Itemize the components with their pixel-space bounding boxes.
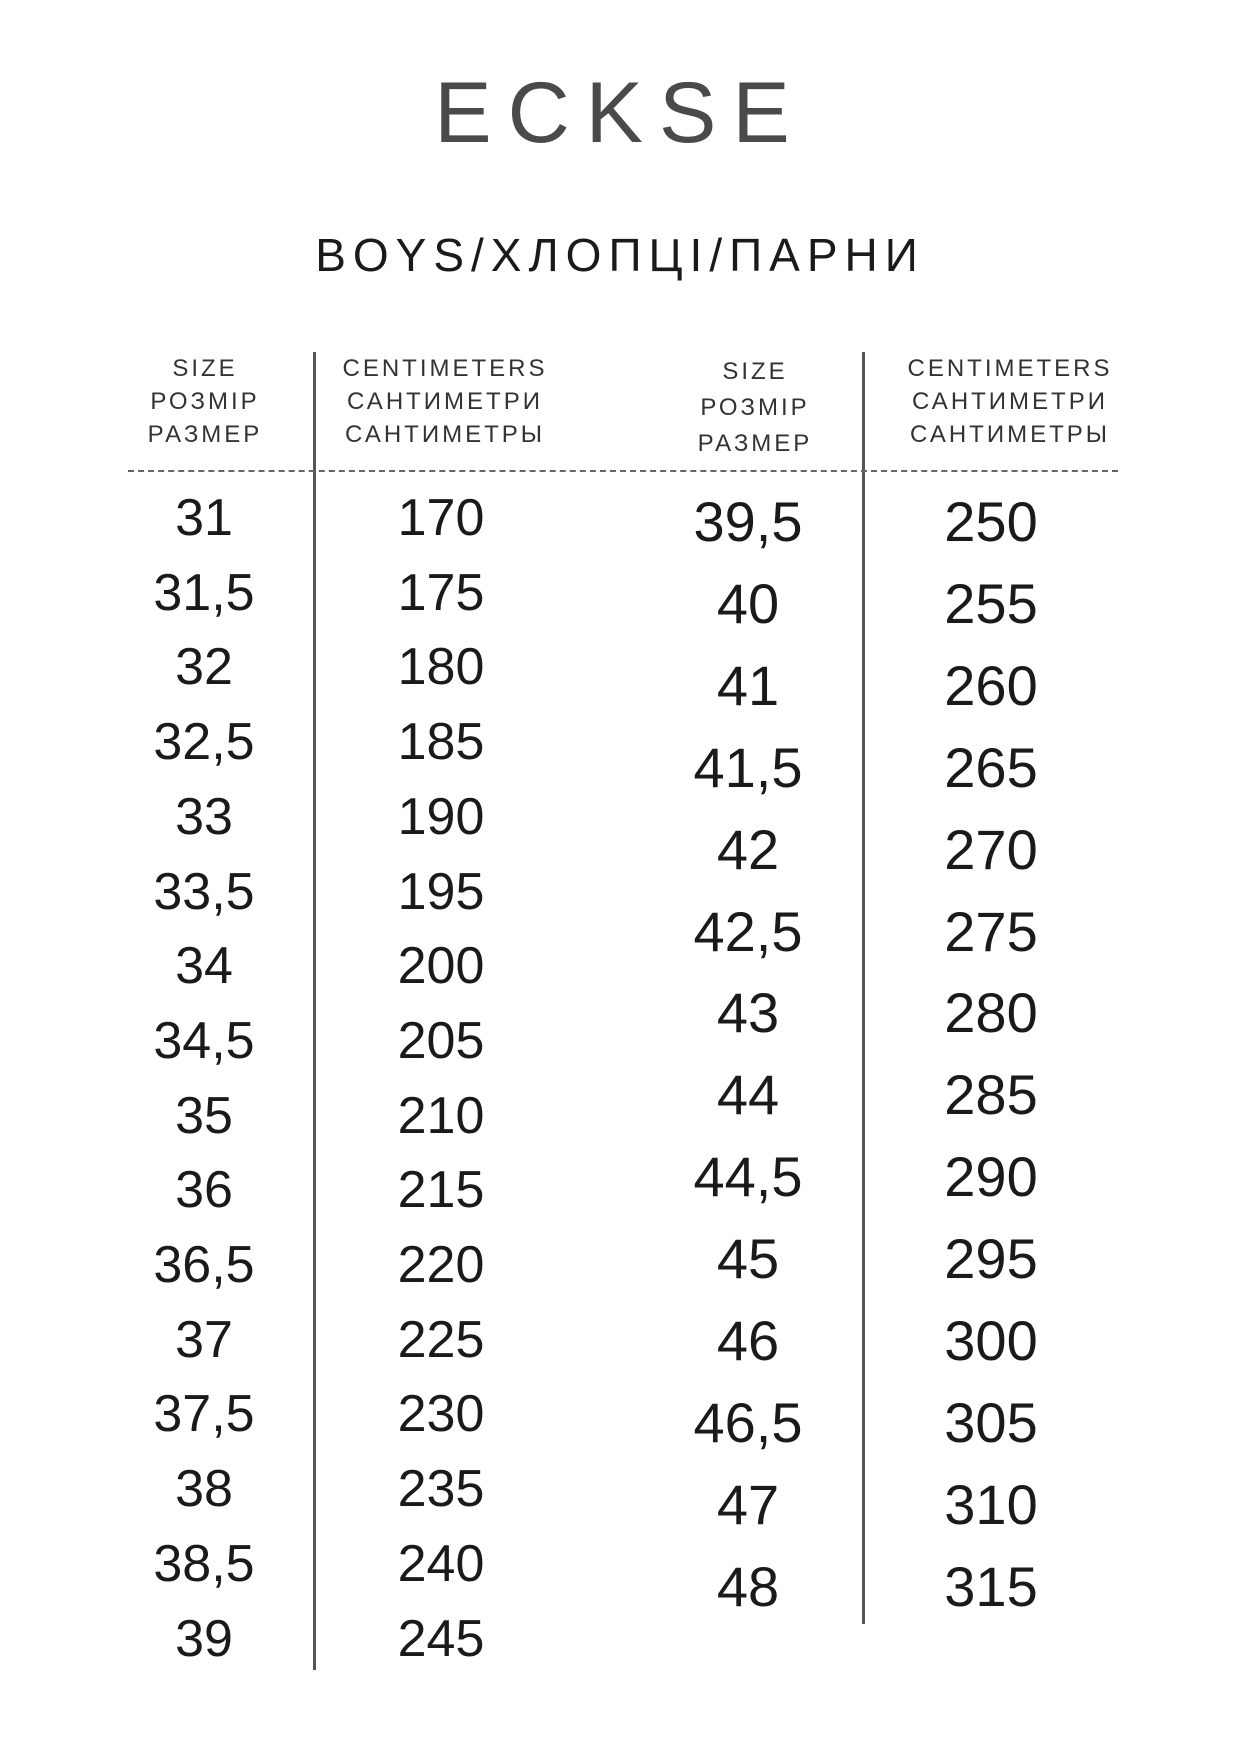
- cm-cell: 205: [397, 1011, 485, 1070]
- cm-cell: 225: [397, 1310, 485, 1369]
- size-cell: 47: [716, 1472, 780, 1536]
- cm-cell: 290: [944, 1145, 1038, 1209]
- size-cell: 38,5: [153, 1534, 255, 1593]
- cm-cell: 260: [944, 653, 1038, 717]
- cm-cell: 275: [944, 899, 1038, 963]
- cm-cell: 195: [397, 862, 485, 921]
- cm-cell: 230: [397, 1385, 485, 1444]
- right-size-header: [650, 354, 860, 462]
- cm-cell: 175: [397, 563, 485, 622]
- cm-cell: 270: [944, 817, 1038, 881]
- size-cell: 31: [175, 489, 233, 547]
- cm-cell: 190: [397, 787, 485, 846]
- cm-cell: 300: [944, 1309, 1038, 1372]
- size-cell: 39,5: [693, 490, 803, 553]
- size-cell: 45: [716, 1227, 780, 1291]
- cm-cell: 215: [397, 1161, 485, 1220]
- cm-cell: 185: [397, 713, 485, 772]
- page-title: BOYS/ХЛОПЦІ/ПАРНИ: [315, 229, 925, 281]
- size-cell: 31,5: [153, 563, 255, 622]
- cm-cell: 265: [944, 735, 1038, 799]
- cm-cell: 220: [397, 1236, 485, 1294]
- header-line: РАЗМЕР: [697, 430, 813, 457]
- cm-cell: 255: [944, 571, 1038, 635]
- cm-cell: 200: [397, 937, 485, 996]
- cm-cell: 210: [397, 1086, 485, 1145]
- header-separator: [128, 470, 1118, 472]
- size-cell: 36,5: [153, 1236, 255, 1294]
- right-cm-header: [895, 352, 1125, 451]
- cm-cell: 180: [397, 638, 485, 697]
- header-line: SIZE: [722, 358, 788, 385]
- cm-cell: 305: [944, 1390, 1038, 1454]
- size-cell: 37,5: [153, 1385, 255, 1444]
- size-cell: 33,5: [153, 862, 255, 921]
- header-line: РОЗМІР: [700, 394, 810, 421]
- header-line: SIZE: [172, 355, 238, 382]
- size-cell: 44: [716, 1063, 780, 1127]
- header-line: САНТИМЕТРИ: [912, 388, 1108, 415]
- cm-cell: 315: [944, 1554, 1038, 1618]
- left-size-header: [105, 352, 305, 451]
- size-cell: 44,5: [693, 1145, 803, 1209]
- size-cell: 37: [175, 1310, 233, 1369]
- size-cell: 38: [175, 1460, 233, 1519]
- size-cell: 48: [716, 1554, 780, 1618]
- size-cell: 42: [716, 817, 780, 881]
- size-cell: 35: [175, 1086, 233, 1145]
- left-cm-header: [330, 352, 560, 451]
- size-cell: 34: [175, 937, 233, 996]
- cm-cell: 280: [944, 981, 1038, 1045]
- size-cell: 41,5: [693, 735, 803, 799]
- header-line: CENTIMETERS: [342, 355, 548, 382]
- cm-cell: 245: [397, 1609, 485, 1668]
- header-line: CENTIMETERS: [907, 355, 1113, 382]
- cm-cell: 240: [397, 1534, 485, 1593]
- size-cell: 39: [175, 1609, 233, 1668]
- size-cell: 33: [175, 787, 233, 846]
- size-cell: 34,5: [153, 1011, 255, 1070]
- cm-cell: 170: [397, 489, 485, 547]
- size-cell: 42,5: [693, 899, 803, 963]
- cm-cell: 250: [944, 490, 1038, 553]
- header-line: РАЗМЕР: [147, 421, 263, 448]
- header-line: РОЗМІР: [150, 388, 260, 415]
- cm-cell: 295: [944, 1227, 1038, 1291]
- size-cell: 40: [716, 571, 780, 635]
- cm-cell: 235: [397, 1460, 485, 1519]
- header-line: САНТИМЕТРИ: [347, 388, 543, 415]
- size-cell: 32: [175, 638, 233, 697]
- size-cell: 46: [716, 1309, 780, 1372]
- size-cell: 43: [716, 981, 780, 1045]
- size-cell: 41: [716, 653, 780, 717]
- cm-cell: 310: [944, 1472, 1038, 1536]
- header-line: САНТИМЕТРЫ: [345, 421, 545, 448]
- size-cell: 36: [175, 1161, 233, 1220]
- cm-cell: 285: [944, 1063, 1038, 1127]
- size-cell: 32,5: [153, 713, 255, 772]
- header-line: САНТИМЕТРЫ: [910, 421, 1110, 448]
- size-cell: 46,5: [693, 1390, 803, 1454]
- brand-logo: ECKSE: [434, 65, 806, 161]
